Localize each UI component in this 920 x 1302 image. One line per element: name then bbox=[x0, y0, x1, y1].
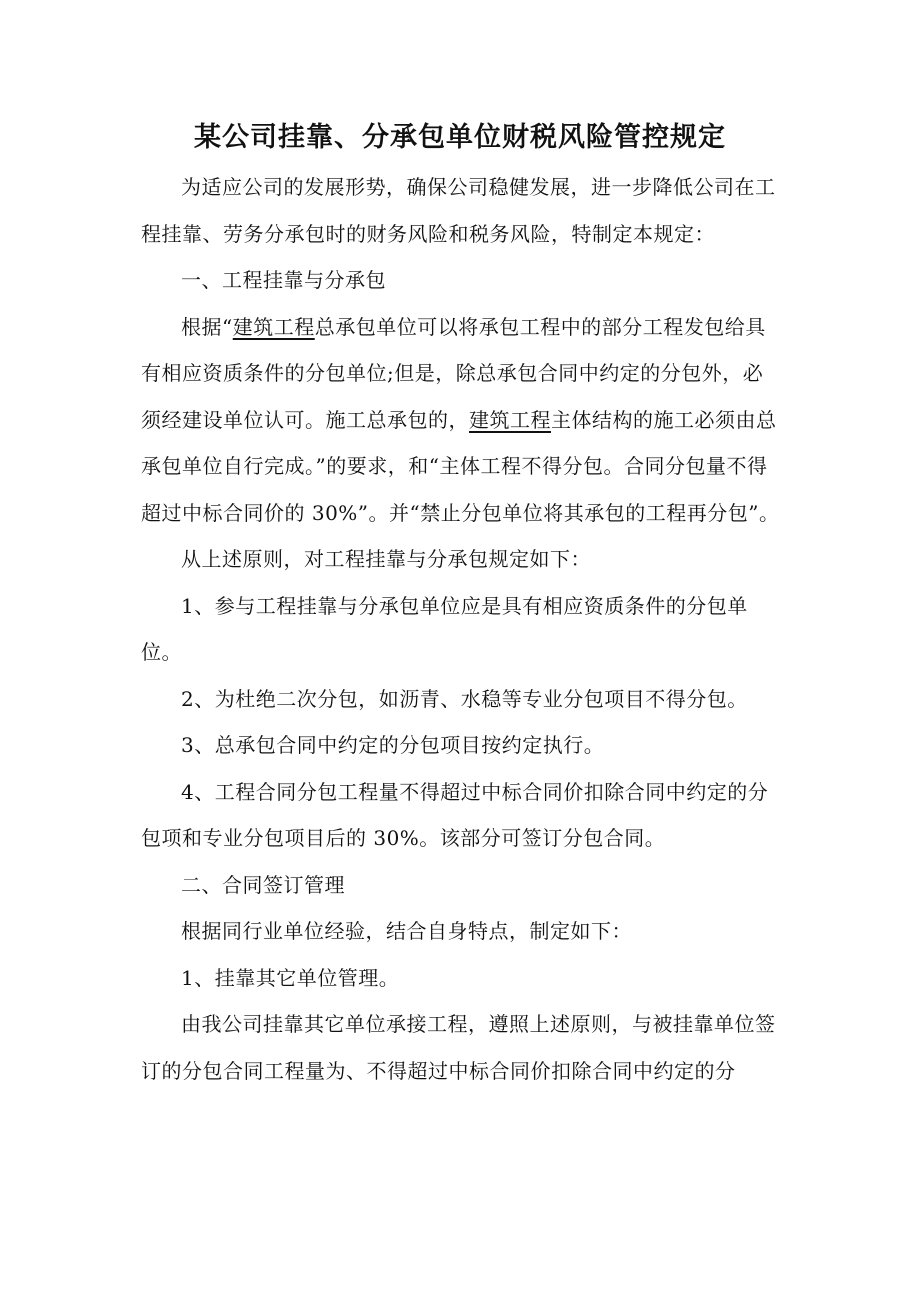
basis-text-2: 总承包单位可以将承包工程中的部分工程发包给具有相应资质条件的分包单位;但是，除总承包合同中约定的分包外，必须经建设单位认可。施工总承包的， bbox=[141, 314, 766, 432]
section-heading-2: 二、合同签订管理 bbox=[181, 872, 345, 897]
subsection-1-text: 由我公司挂靠其它单位承接工程，遵照上述原则，与被挂靠单位签订的分包合同工程量为、不得超过中标合同价扣除合同中约定的分 bbox=[141, 1012, 776, 1083]
rule-2: 2、为杜绝二次分包，如沥青、水稳等专业分包项目不得分包。 bbox=[181, 686, 748, 711]
document-title: 某公司挂靠、分承包单位财税风险管控规定 bbox=[194, 122, 726, 153]
document-body bbox=[141, 164, 781, 1094]
rule-1: 1、参与工程挂靠与分承包单位应是具有相应资质条件的分包单位。 bbox=[141, 593, 748, 664]
principle-lead: 从上述原则，对工程挂靠与分承包规定如下： bbox=[181, 547, 591, 571]
rule-4: 4、工程合同分包工程量不得超过中标合同价扣除合同中约定的分包项和专业分包项目后的 30%。该部分可签订分包合同。 bbox=[141, 779, 769, 850]
building-engineering-link[interactable]: 建筑工程 bbox=[232, 314, 315, 339]
subsection-heading-1: 1、挂靠其它单位管理。 bbox=[181, 965, 400, 990]
building-engineering-link-2[interactable]: 建筑工程 bbox=[469, 407, 551, 432]
section-heading-1: 一、工程挂靠与分承包 bbox=[181, 268, 386, 292]
section2-lead: 根据同行业单位经验，结合自身特点，制定如下： bbox=[181, 919, 632, 943]
basis-text-3: 主体结构的施工必须由总承包单位自行完成。”的要求，和“主体工程不得分包。合同分包量不得超过中标合同价的 30%”。并“禁止分包单位将其承包的工程再分包”。 bbox=[141, 407, 780, 525]
basis-paragraph bbox=[141, 304, 781, 537]
basis-text-1: 根据“ bbox=[181, 314, 233, 339]
intro-paragraph: 为适应公司的发展形势，确保公司稳健发展，进一步降低公司在工程挂靠、劳务分承包时的财务风险和税务风险，特制定本规定： bbox=[141, 175, 776, 246]
rule-3: 3、总承包合同中约定的分包项目按约定执行。 bbox=[181, 733, 605, 757]
